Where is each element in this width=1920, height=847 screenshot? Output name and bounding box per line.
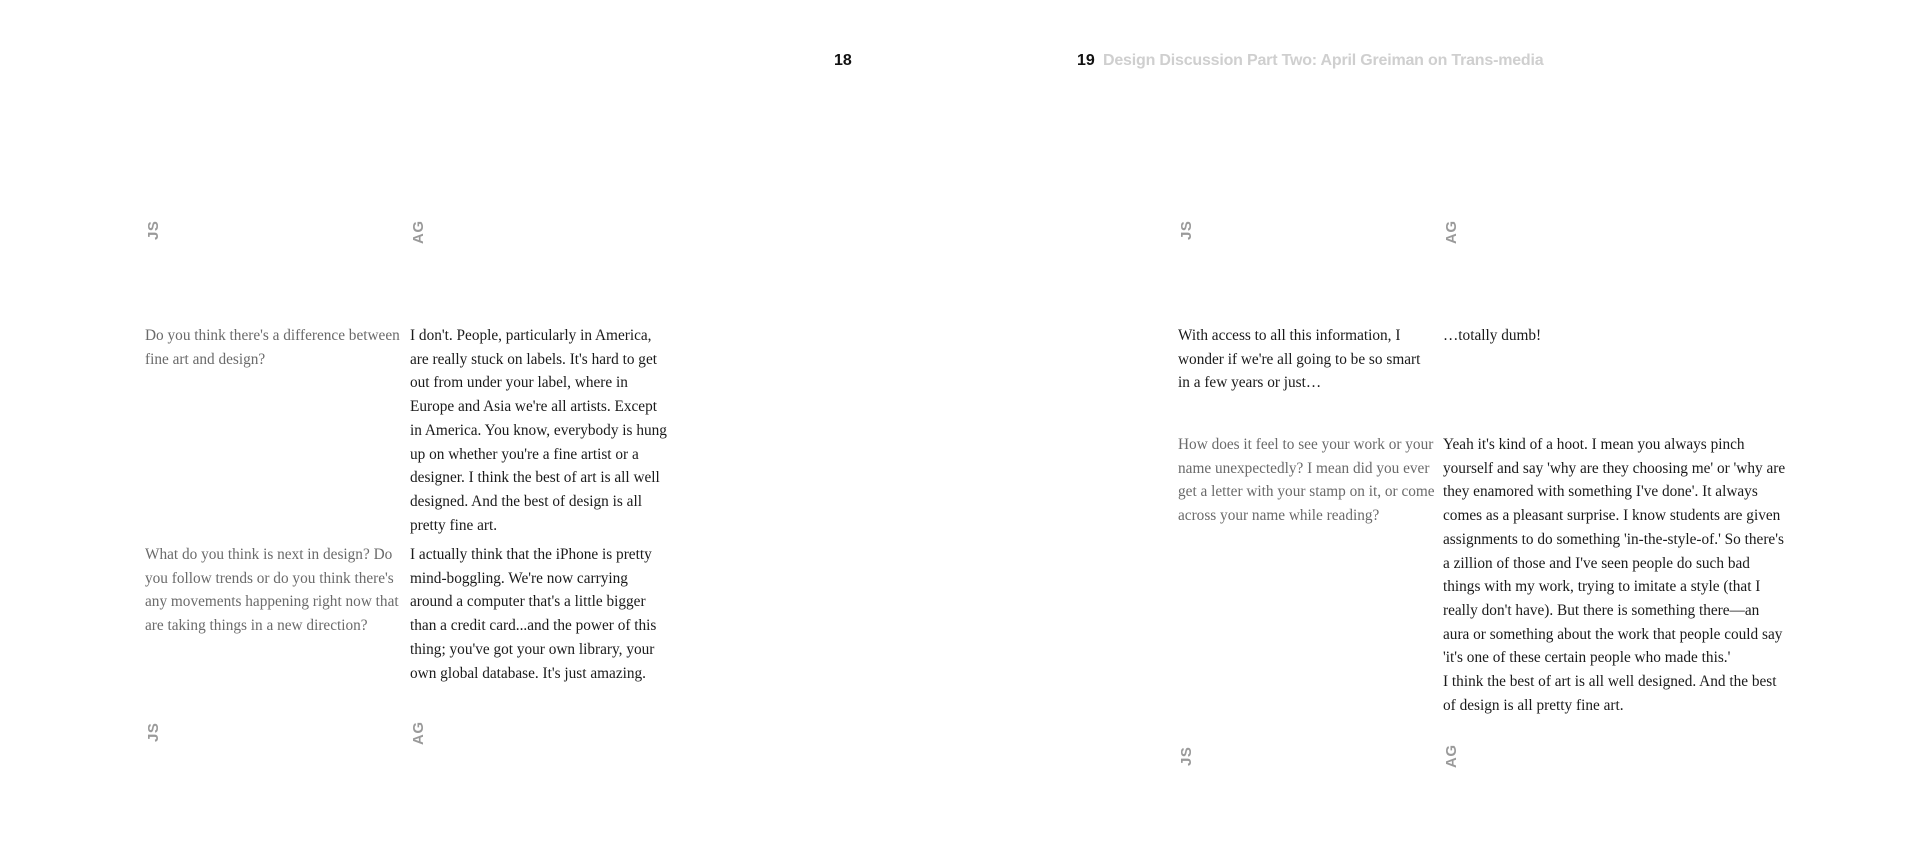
right-page (960, 0, 1920, 847)
answer-block (1443, 433, 1788, 717)
question-text: How does it feel to see your work or your name unexpectedly? I mean did you ever get a letter with your stamp on it, or come across your name while reading? (1178, 436, 1435, 525)
speaker-label-js: JS (1178, 746, 1195, 766)
speaker-label-js: JS (1178, 220, 1195, 240)
speaker-label-ag: AG (1443, 220, 1460, 244)
speaker-label-ag: AG (410, 220, 427, 244)
page-number: 18 (834, 52, 852, 69)
answer-text-continued: I think the best of art is all well designed. And the best of design is all pretty fine art. (1443, 673, 1777, 714)
answer-text: I actually think that the iPhone is pretty mind-boggling. We're now carrying around a computer that's a little bigger than a credit card...and the power of this thing; you've got your own library, your own global database. It's just amazing. (410, 546, 657, 682)
answer-text: I don't. People, particularly in America, are really stuck on labels. It's hard to get out from under your label, where in Europe and Asia we're all artists. Except in America. You know, everybody is hung up on whether you're a fine artist or a designer. I think the best of art is all well designed. And the best of design is all pretty fine art. (410, 327, 667, 534)
question-text: With access to all this information, I wonder if we're all going to be so smart in a few years or just… (1178, 327, 1421, 392)
answer-text: …totally dumb! (1443, 327, 1542, 344)
answer-text: Yeah it's kind of a hoot. I mean you always pinch yourself and say 'why are they choosing me' or 'why are they enamored with something I've done'. It always comes as a pleasant surprise. I know students are given assignments to do something 'in-the-style-of.' So there's a zillion of those and I've seen people do such bad things with my work, trying to imitate a style (that I really don't have). But there is something there—an aura or something about the work that people could say 'it's one of these certain people who made this.' (1443, 436, 1786, 667)
question-text: Do you think there's a difference between fine art and design? (145, 327, 400, 368)
speaker-label-js: JS (145, 220, 162, 240)
page-number: 19 (1077, 52, 1095, 69)
speaker-label-ag: AG (1443, 744, 1460, 768)
speaker-label-ag: AG (410, 721, 427, 745)
running-head: Design Discussion Part Two: April Greiman on Trans-media (1103, 52, 1544, 69)
speaker-label-js: JS (145, 722, 162, 742)
question-text: What do you think is next in design? Do you follow trends or do you think there's any movements happening right now that are taking things in a new direction? (145, 546, 399, 635)
